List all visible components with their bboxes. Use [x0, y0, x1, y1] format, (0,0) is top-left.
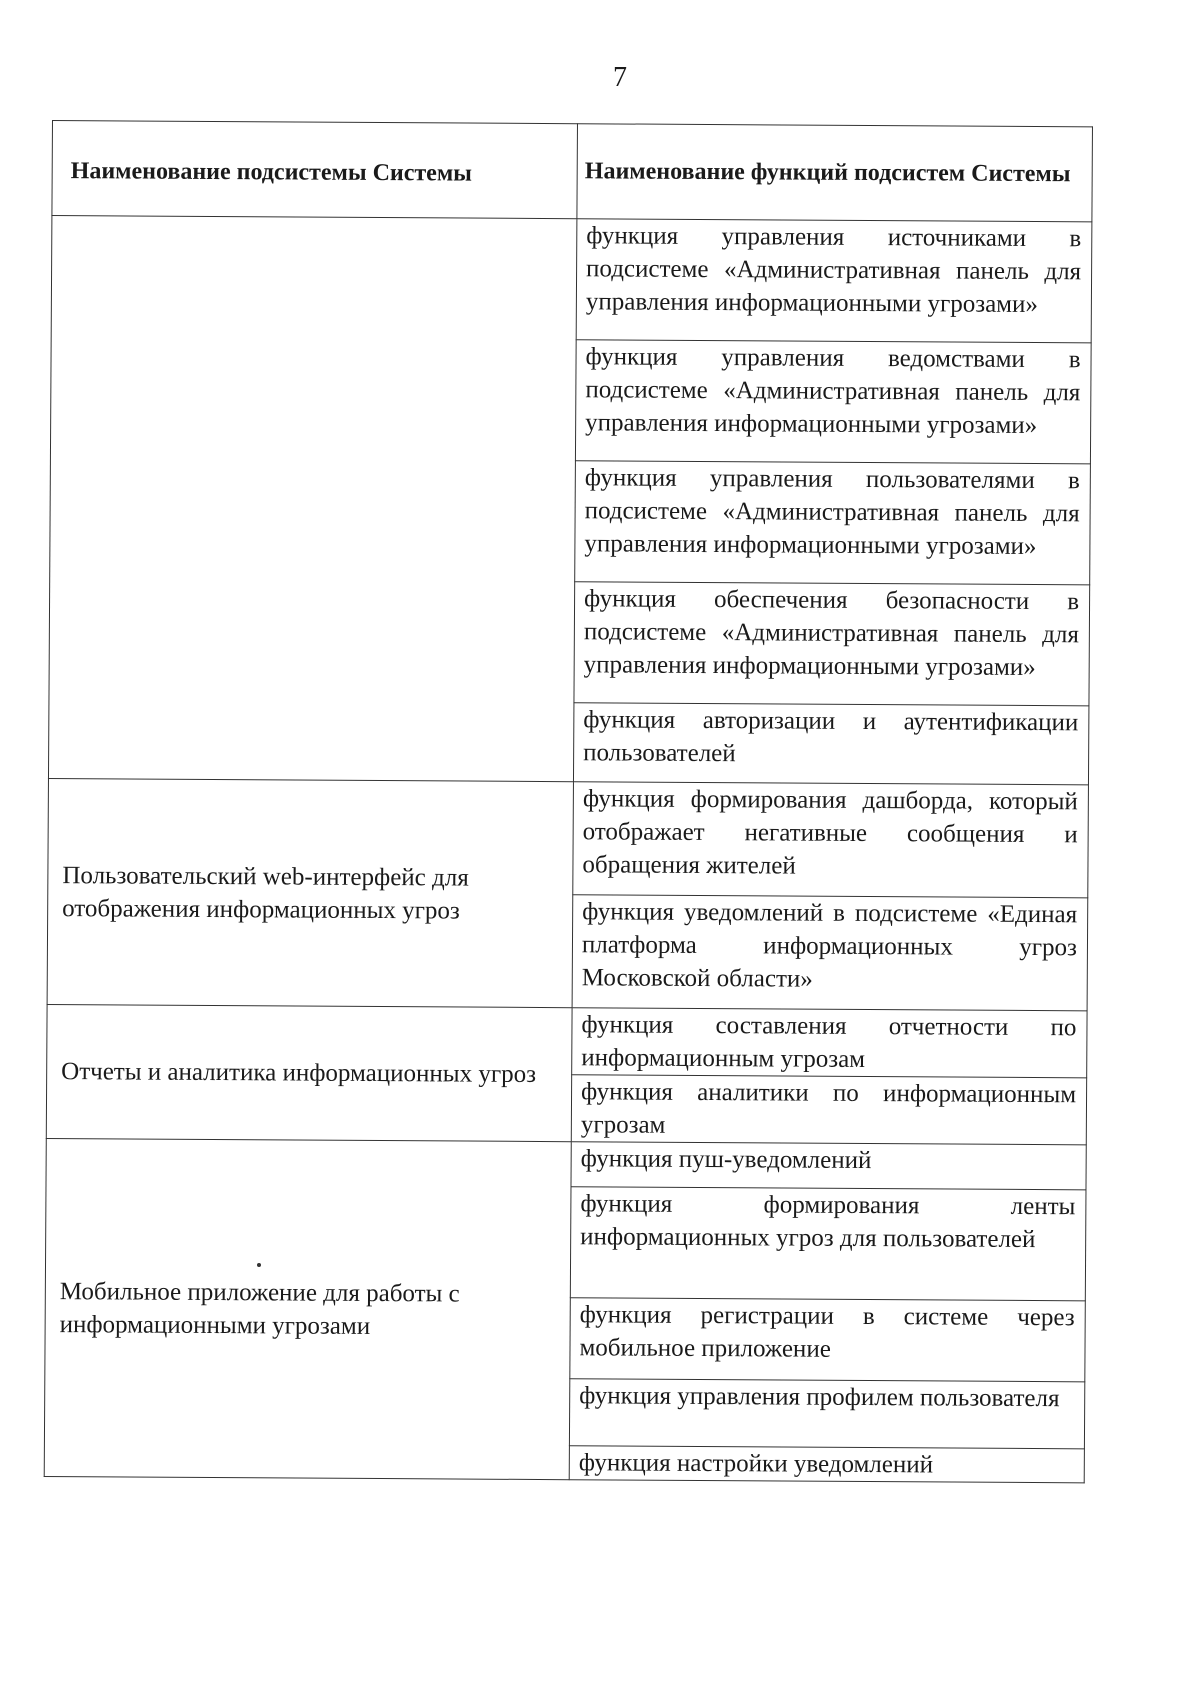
- subsystem-column-header: Наименование подсистемы Системы: [52, 121, 578, 219]
- table-row: [51, 216, 1092, 343]
- subsystem-cell: Мобильное приложение для работы с информационными угрозами: [44, 1138, 571, 1479]
- function-cell: функция регистрации в системе через мобильное приложение: [570, 1298, 1085, 1382]
- subsystems-table: [44, 120, 1093, 1483]
- function-cell: функция авторизации и аутентификации пользователей: [573, 703, 1088, 785]
- function-cell: функция управления источниками в подсистеме «Административная панель для управления информационными угрозами»: [576, 219, 1092, 343]
- subsystem-cell: Отчеты и аналитика информационных угроз: [46, 1004, 572, 1141]
- function-cell: функция формирования ленты информационных угроз для пользователей: [570, 1187, 1086, 1301]
- function-cell: функция управления ведомствами в подсистеме «Административная панель для управления информационными угрозами»: [575, 340, 1091, 464]
- page-number: 7: [613, 62, 627, 93]
- table-row: [48, 778, 1089, 897]
- table-row: [46, 1138, 1086, 1189]
- subsystem-cell: [48, 216, 576, 782]
- function-cell: функция уведомлений в подсистеме «Единая платформа информационных угроз Московской области»: [572, 895, 1088, 1011]
- function-cell: функция обеспечения безопасности в подсистеме «Административная панель для управления информационными угрозами»: [574, 582, 1090, 706]
- functions-column-header: Наименование функций подсистем Системы: [577, 124, 1093, 222]
- function-cell: функция настройки уведомлений: [569, 1446, 1084, 1483]
- function-cell: функция формирования дашборда, который отображает негативные сообщения и обращения жителей: [573, 782, 1089, 898]
- table-row: [47, 1004, 1087, 1077]
- table-body: [44, 216, 1092, 1483]
- function-cell: функция управления профилем пользователя: [569, 1379, 1084, 1449]
- function-cell: функция аналитики по информационным угрозам: [571, 1075, 1086, 1145]
- header-row: [52, 121, 1093, 222]
- function-cell: функция управления пользователями в подсистеме «Административная панель для управления информационными угрозами»: [575, 461, 1091, 585]
- scan-dot: [257, 1263, 261, 1267]
- function-cell: функция пуш-уведомлений: [571, 1142, 1086, 1190]
- subsystem-cell: Пользовательский web-интерфейс для отображения информационных угроз: [47, 778, 573, 1007]
- table-header: [52, 121, 1093, 222]
- function-cell: функция составления отчетности по информационным угрозам: [572, 1008, 1087, 1078]
